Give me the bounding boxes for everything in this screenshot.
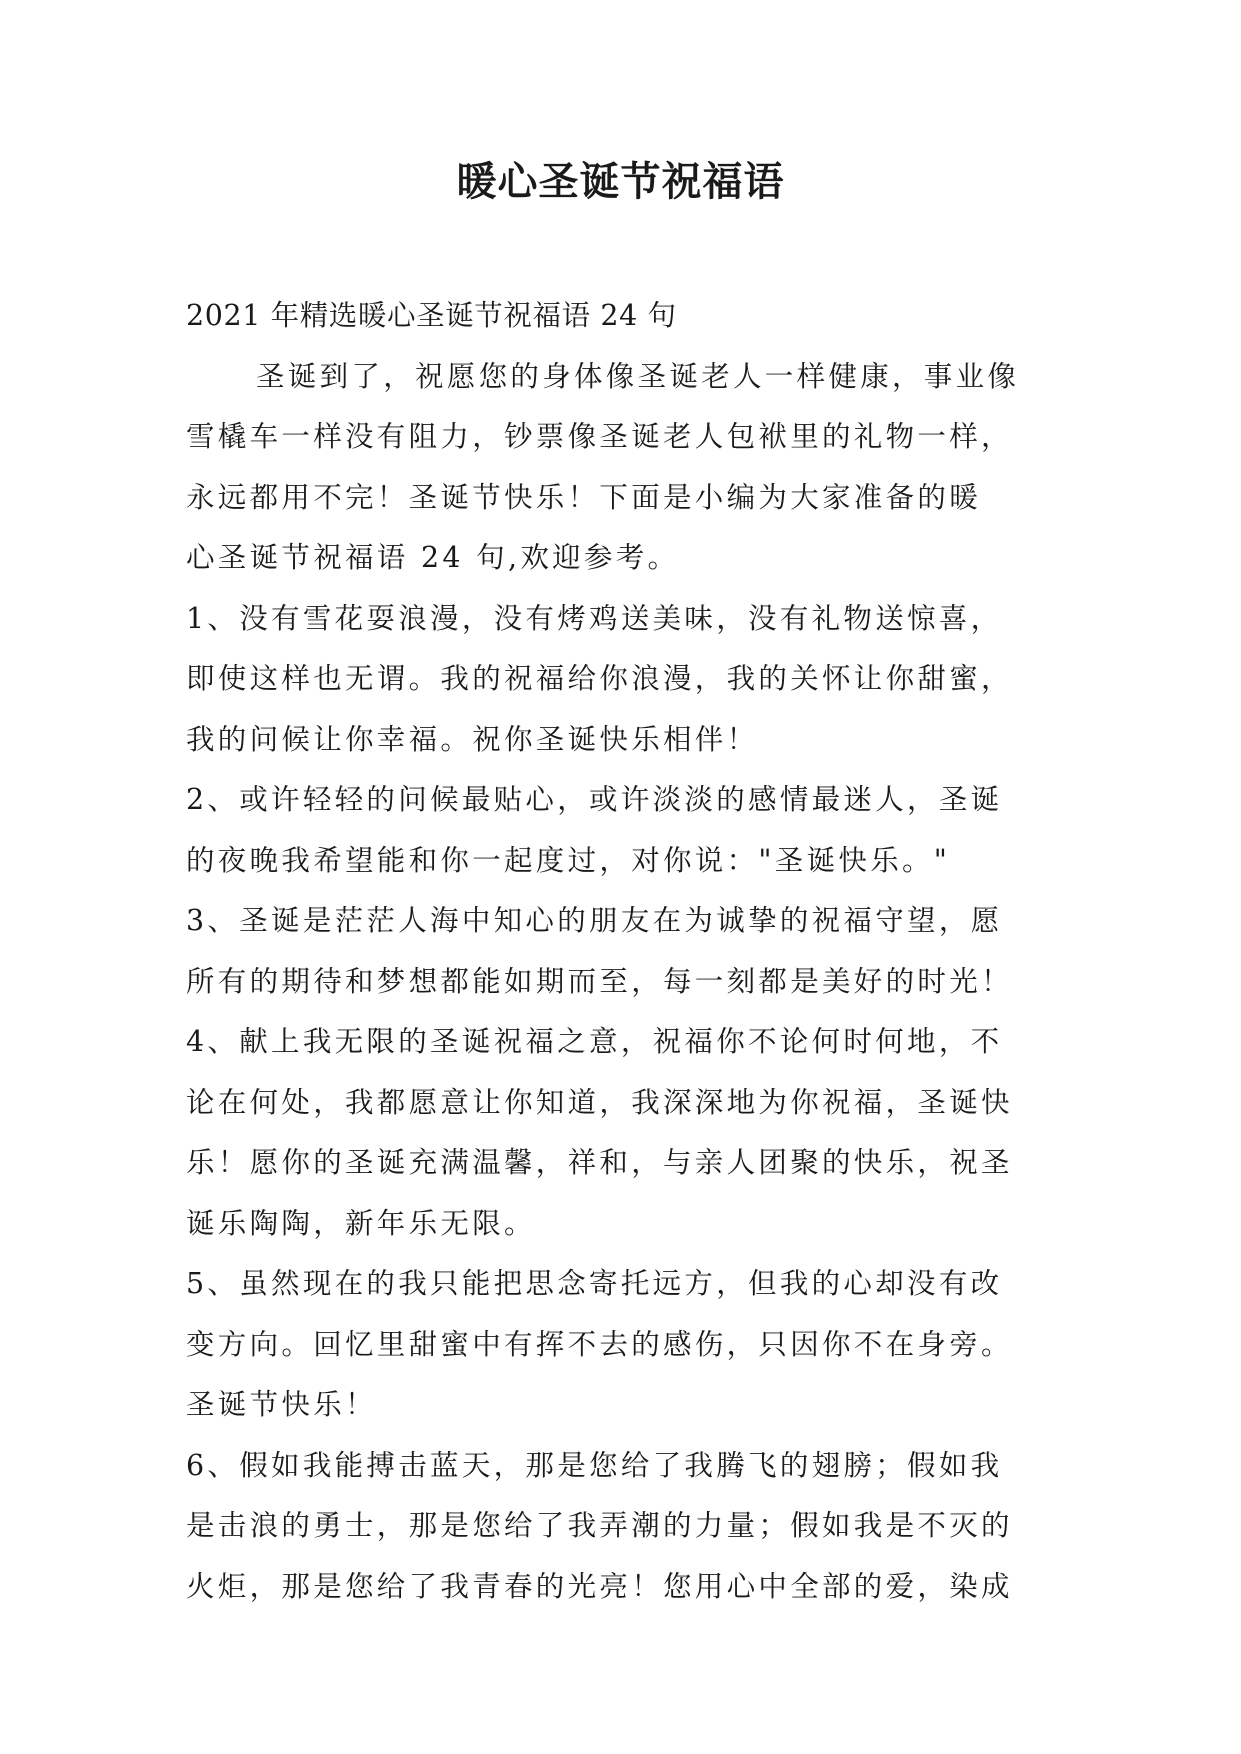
wish-1-line-2: 即使这样也无谓。我的祝福给你浪漫，我的关怀让你甜蜜， (186, 662, 1013, 695)
document-body (186, 286, 1066, 1617)
wish-4-line-2: 论在何处，我都愿意让你知道，我深深地为你祝福，圣诞快 (186, 1085, 1013, 1119)
wish-5-line-3: 圣诞节快乐！ (186, 1388, 377, 1421)
wish-2-line-1: 2、或许轻轻的问候最贴心，或许淡淡的感情最迷人，圣诞 (186, 783, 1003, 816)
intro-line-4: 心圣诞节祝福语 24 句,欢迎参考。 (186, 541, 680, 574)
wish-4-line-3: 乐！愿你的圣诞充满温馨，祥和，与亲人团聚的快乐，祝圣 (186, 1146, 1013, 1179)
intro-line-1: 圣诞到了，祝愿您的身体像圣诞老人一样健康，事业像 (256, 359, 1020, 393)
page-title: 暖心圣诞节祝福语 (456, 158, 785, 205)
wish-3-line-1: 3、圣诞是茫茫人海中知心的朋友在为诚挚的祝福守望，愿 (186, 904, 1003, 937)
wish-1-line-3: 我的问候让你幸福。祝你圣诞快乐相伴！ (186, 722, 759, 756)
wish-6-line-2: 是击浪的勇士，那是您给了我弄潮的力量；假如我是不灭的 (186, 1509, 1013, 1542)
document-subtitle: 2021 年精选暖心圣诞节祝福语 24 句 (186, 299, 677, 332)
intro-line-2: 雪橇车一样没有阻力，钞票像圣诞老人包袱里的礼物一样， (186, 420, 1013, 453)
wish-1-line-1: 1、没有雪花耍浪漫，没有烤鸡送美味，没有礼物送惊喜， (186, 601, 1003, 635)
wish-5-line-2: 变方向。回忆里甜蜜中有挥不去的感伤，只因你不在身旁。 (186, 1327, 1013, 1361)
wish-2-line-2: 的夜晚我希望能和你一起度过，对你说："圣诞快乐。" (186, 843, 951, 877)
intro-line-3: 永远都用不完！圣诞节快乐！下面是小编为大家准备的暖 (186, 480, 982, 514)
wish-3-line-2: 所有的期待和梦想都能如期而至，每一刻都是美好的时光！ (186, 964, 1013, 998)
wish-6-line-3: 火炬，那是您给了我青春的光亮！您用心中全部的爱，染成 (186, 1569, 1013, 1603)
wish-4-line-1: 4、献上我无限的圣诞祝福之意，祝福你不论何时何地，不 (186, 1025, 1003, 1058)
wish-6-line-1: 6、假如我能搏击蓝天，那是您给了我腾飞的翅膀；假如我 (186, 1448, 1003, 1482)
wish-5-line-1: 5、虽然现在的我只能把思念寄托远方，但我的心却没有改 (186, 1267, 1003, 1300)
wish-4-line-4: 诞乐陶陶，新年乐无限。 (186, 1206, 536, 1240)
